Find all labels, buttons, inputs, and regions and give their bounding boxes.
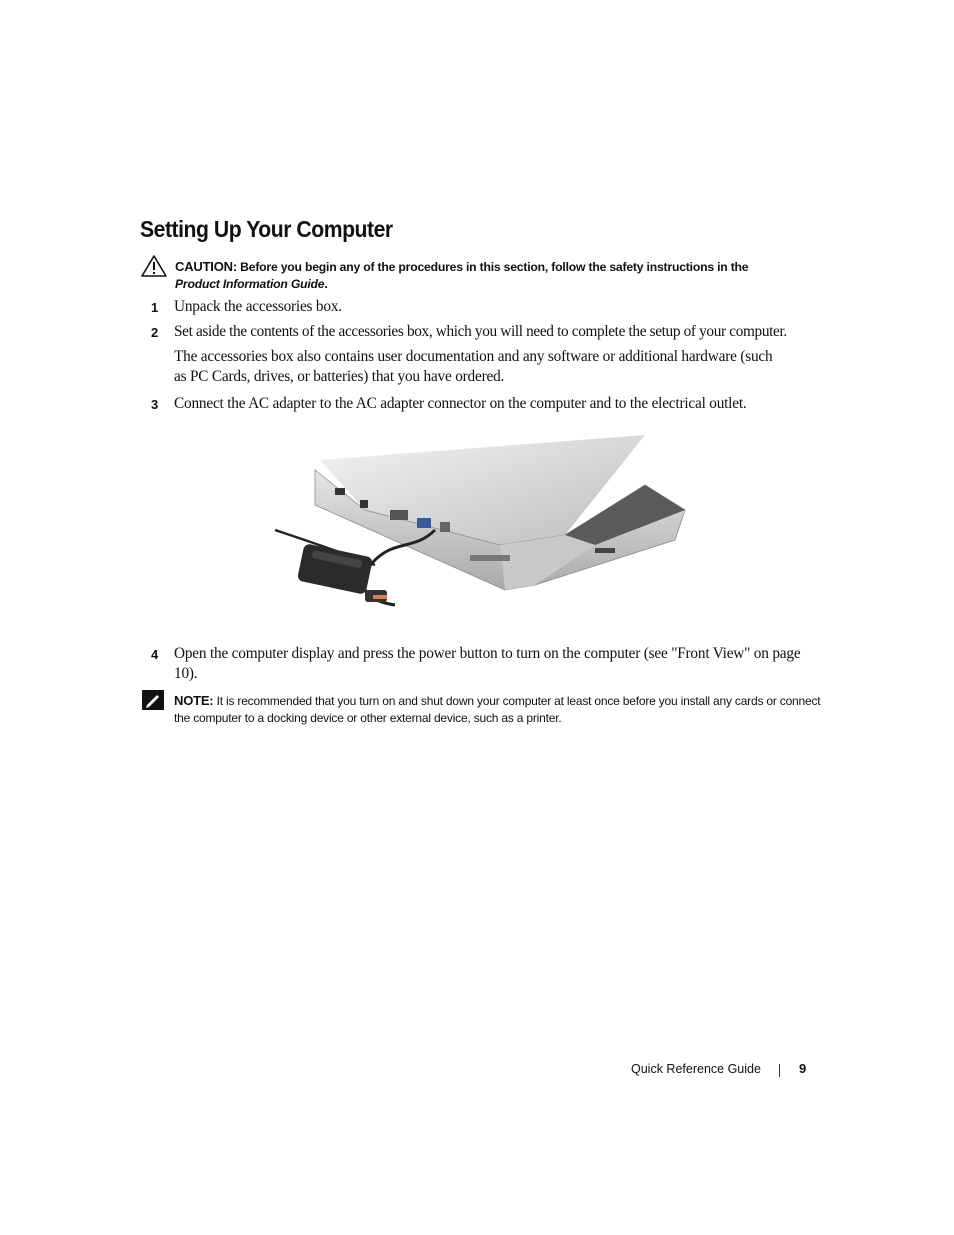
step-number: 3 xyxy=(151,397,159,412)
caution-end: . xyxy=(324,277,328,291)
page-number: 9 xyxy=(799,1061,807,1076)
note-pencil-icon xyxy=(142,690,164,710)
step-number: 4 xyxy=(151,647,159,662)
step-text: Set aside the contents of the accessories box, which you will need to complete the setup of your computer. xyxy=(174,323,787,340)
step-detail: The accessories box also contains user documentation and any software or additional hardware (such as PC Cards, drives, or batteries) that you have ordered. xyxy=(174,348,773,385)
caution-label: CAUTION: xyxy=(175,259,237,274)
caution-guide-title: Product Information Guide xyxy=(175,277,325,291)
page-title: Setting Up Your Computer xyxy=(140,216,393,242)
step-text: Unpack the accessories box. xyxy=(174,298,342,315)
footer-guide-name: Quick Reference Guide xyxy=(631,1062,761,1076)
note-body: It is recommended that you turn on and shut down your computer at least once before you install any cards or connect the computer to a docking device or other external device, such as a printer. xyxy=(174,694,821,725)
step-number: 2 xyxy=(151,325,159,340)
footer-divider xyxy=(779,1064,780,1077)
caution-notice xyxy=(175,258,815,293)
step-number: 1 xyxy=(151,300,159,315)
step-text: Open the computer display and press the power button to turn on the computer (see "Front View" on page 10). xyxy=(174,645,801,682)
note-label: NOTE: xyxy=(174,693,214,708)
note-notice xyxy=(174,692,824,727)
caution-body: Before you begin any of the procedures in this section, follow the safety instructions in the xyxy=(240,260,749,274)
warning-triangle-icon xyxy=(140,254,168,278)
laptop-ac-adapter-illustration xyxy=(265,430,695,630)
step-text: Connect the AC adapter to the AC adapter connector on the computer and to the electrical outlet. xyxy=(174,395,747,412)
